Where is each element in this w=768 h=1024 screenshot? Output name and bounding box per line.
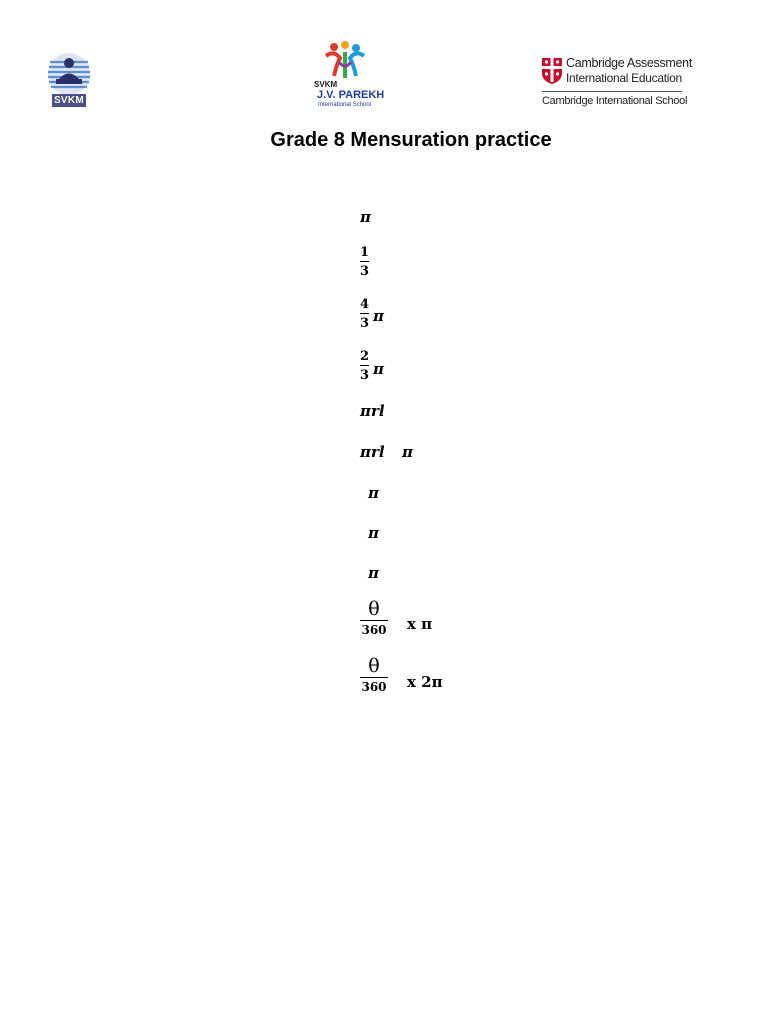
fraction-bar xyxy=(360,365,369,366)
formula-times-two-pi: x 2π xyxy=(407,673,443,691)
cambridge-logo xyxy=(540,56,693,112)
svkm-logo-text: SVKM xyxy=(53,95,85,106)
cambridge-line-3: Cambridge International School xyxy=(542,95,688,107)
fraction-bar xyxy=(360,620,388,621)
fraction-numerator-theta: θ xyxy=(368,598,380,620)
cambridge-crest-icon xyxy=(542,58,562,84)
formula-pi-after-four-thirds: π xyxy=(373,307,384,325)
formula-theta-over-360-1 xyxy=(360,599,388,637)
jv-parekh-emblem-icon xyxy=(314,40,376,82)
fraction-denominator: 360 xyxy=(361,623,387,637)
fraction-denominator: 3 xyxy=(360,264,370,279)
jv-parekh-name: J.V. PAREKH xyxy=(317,89,385,101)
cambridge-divider xyxy=(542,91,682,92)
fraction-bar xyxy=(360,677,388,678)
fraction-numerator-theta: θ xyxy=(368,655,380,677)
formula-fraction-one-third xyxy=(360,245,369,279)
formula-pi-4: π xyxy=(368,524,379,542)
formula-pi-r-l: πrl xyxy=(360,402,385,420)
formula-pi-5: π xyxy=(368,564,379,582)
formula-times-pi: x π xyxy=(407,615,433,633)
cambridge-line-1: Cambridge Assessment xyxy=(566,56,693,70)
formula-pi-3: π xyxy=(368,484,379,502)
fraction-bar xyxy=(360,313,369,314)
fraction-numerator: 1 xyxy=(360,245,370,260)
cambridge-line-2: International Education xyxy=(566,71,682,85)
formula-fraction-two-thirds xyxy=(360,349,369,383)
jv-parekh-org: SVKM xyxy=(314,80,338,89)
formula-pi-after-two-thirds: π xyxy=(373,360,384,378)
formula-pi-2: π xyxy=(402,443,413,461)
formula-pi-r-l-2: πrl xyxy=(360,443,385,461)
fraction-denominator: 3 xyxy=(360,316,370,331)
fraction-denominator: 360 xyxy=(361,680,387,694)
fraction-denominator: 3 xyxy=(360,368,370,383)
fraction-numerator: 2 xyxy=(360,349,370,364)
svkm-logo xyxy=(46,50,92,112)
fraction-bar xyxy=(360,261,369,262)
page-title: Grade 8 Mensuration practice xyxy=(270,129,552,151)
jv-parekh-logo xyxy=(314,40,385,112)
formula-pi-1: π xyxy=(360,208,371,226)
formula-fraction-four-thirds xyxy=(360,297,369,331)
formula-theta-over-360-2 xyxy=(360,656,388,694)
fraction-numerator: 4 xyxy=(360,297,370,312)
jv-parekh-subtitle: International School xyxy=(318,102,372,108)
